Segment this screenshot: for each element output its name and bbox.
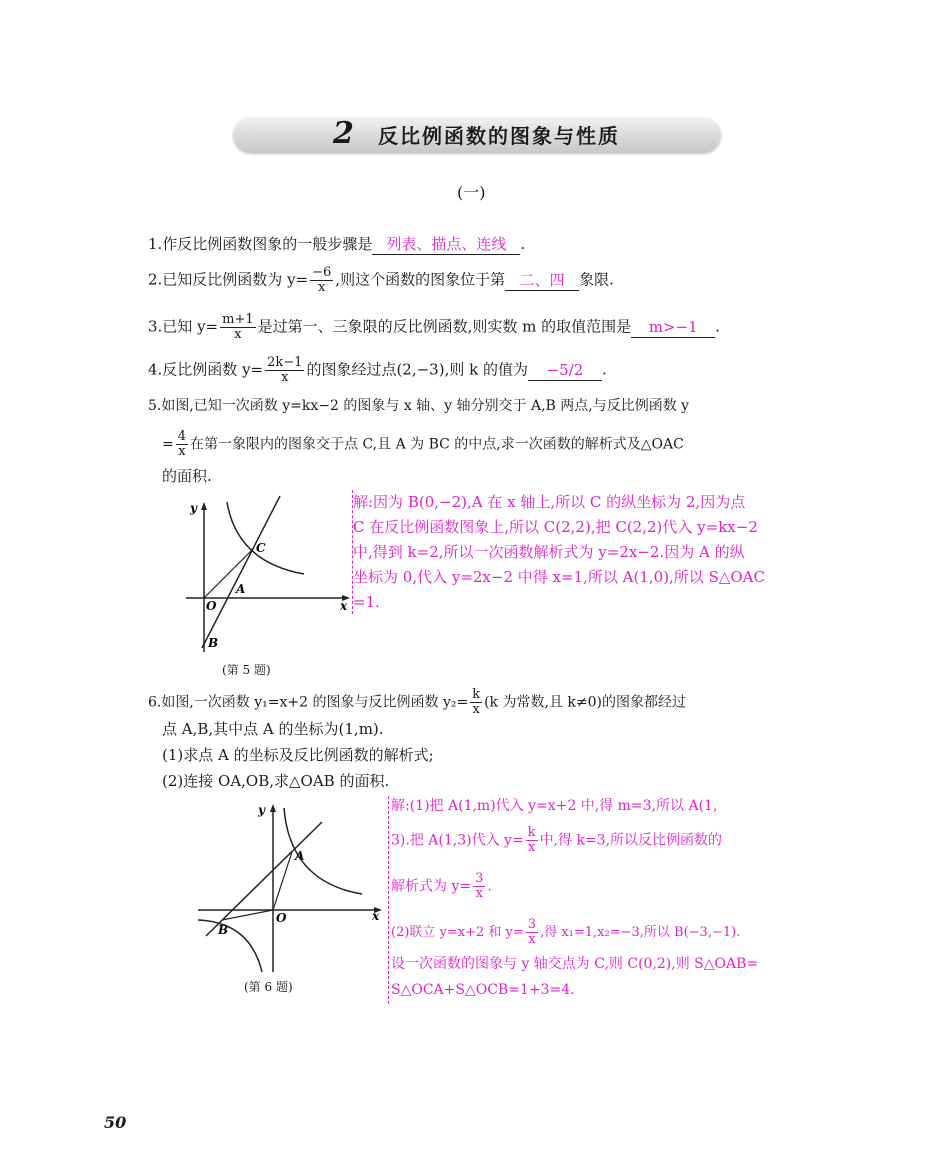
solution-line: 解:因为 B(0,−2),A 在 x 轴上,所以 C 的纵坐标为 2,因为点 <box>353 493 746 511</box>
answer-1: 列表、描点、连线 <box>372 234 520 255</box>
page-number: 50 <box>104 1113 127 1132</box>
origin-label: O <box>276 911 287 925</box>
origin-label: O <box>206 599 217 613</box>
question-5-figure <box>182 492 352 656</box>
x-label: x <box>372 909 380 923</box>
subsection-title: (一) <box>457 183 486 202</box>
segment-oc <box>204 548 254 598</box>
y-label: y <box>190 501 197 515</box>
solution-line: S△OCA+S△OCB=1+3=4. <box>391 982 575 998</box>
point-c-label: C <box>256 541 266 555</box>
figure-6-caption: (第 6 题) <box>244 980 293 994</box>
point-a-label: A <box>236 582 246 596</box>
question-3: 3.已知 y= $\frac{m+1}{x}$ 是过第一、三象限的反比例函数,则实数 m 的取值范围是 m>−1 . <box>148 312 720 342</box>
question-5-line-2: = $\frac{4}{x}$ 在第一象限内的图象交于点 C,且 A 为 BC 的中点,求一次函数的解析式及△OAC <box>162 429 684 459</box>
fraction: $\frac{k}{x}$ <box>472 687 481 717</box>
answer-4: −5/2 <box>528 360 602 381</box>
question-6-line-1: 6.如图,一次函数 y₁=x+2 的图象与反比例函数 y₂= $\frac{k}{x}$ (k 为常数,且 k≠0)的图象都经过 <box>148 687 686 717</box>
fraction: $\frac{m+1}{x}$ <box>222 312 254 342</box>
answer-2: 二、四 <box>505 270 579 291</box>
question-1: 1.作反比例函数图象的一般步骤是 列表、描点、连线 . <box>148 235 526 253</box>
question-6-line-4: (2)连接 OA,OB,求△OAB 的面积. <box>162 772 390 790</box>
x-label: x <box>340 599 348 613</box>
question-6-solution <box>388 796 821 1004</box>
fraction: $\frac{k}{x}$ <box>527 825 536 855</box>
section-title: 反比例函数的图象与性质 <box>378 124 620 148</box>
fraction: $\frac{2k-1}{x}$ <box>267 355 303 385</box>
question-5-line-3: 的面积. <box>162 467 212 485</box>
point-b-label: B <box>218 923 229 937</box>
figure-5-caption: (第 5 题) <box>222 663 271 677</box>
solution-line: (2)联立 y=x+2 和 y= $\frac{3}{x}$ ,得 x₁=1,x₂=−3,所以 B(−3,−1). <box>391 917 741 947</box>
fraction: $\frac{-6}{x}$ <box>312 265 332 295</box>
solution-line: 解析式为 y= $\frac{3}{x}$ . <box>391 871 492 901</box>
y-axis-arrow-icon <box>201 502 207 510</box>
y-axis-arrow-icon <box>270 804 276 812</box>
linear-function-line <box>202 496 280 648</box>
linear-function-line <box>206 822 322 936</box>
solution-line: C 在反比例函数图象上,所以 C(2,2),把 C(2,2)代入 y=kx−2 <box>353 518 758 536</box>
solution-line: 解:(1)把 A(1,m)代入 y=x+2 中,得 m=3,所以 A(1, <box>391 798 718 814</box>
question-4: 4.反比例函数 y= $\frac{2k-1}{x}$ 的图象经过点(2,−3),则 k 的值为 −5/2 . <box>148 355 607 385</box>
question-2: 2.已知反比例函数为 y= $\frac{-6}{x}$ ,则这个函数的图象位于第 二、四 象限. <box>148 265 614 295</box>
question-5-solution <box>352 490 815 614</box>
question-6-figure <box>194 796 390 974</box>
section-number: 2 <box>333 116 354 151</box>
fraction: $\frac{3}{x}$ <box>527 917 537 947</box>
hyperbola-branch-3 <box>198 920 262 972</box>
question-6-line-2: 点 A,B,其中点 A 的坐标为(1,m). <box>162 720 384 738</box>
question-5-line-1: 5.如图,已知一次函数 y=kx−2 的图象与 x 轴、y 轴分别交于 A,B 两点,与反比例函数 y <box>148 398 690 414</box>
y-label: y <box>258 803 265 817</box>
segment-ob <box>222 910 273 920</box>
fraction: $\frac{3}{x}$ <box>475 871 484 901</box>
solution-line: 3).把 A(1,3)代入 y= $\frac{k}{x}$ 中,得 k=3,所以反比例函数的 <box>391 825 723 855</box>
solution-line: 坐标为 0,代入 y=2x−2 中得 x=1,所以 A(1,0),所以 S△OAC <box>353 568 765 586</box>
fraction: $\frac{4}{x}$ <box>177 429 187 459</box>
solution-line: 中,得到 k=2,所以一次函数解析式为 y=2x−2.因为 A 的纵 <box>353 543 745 561</box>
answer-3: m>−1 <box>631 317 715 338</box>
point-b-label: B <box>208 636 219 650</box>
question-6-line-3: (1)求点 A 的坐标及反比例函数的解析式; <box>162 746 434 764</box>
point-a-label: A <box>295 849 305 863</box>
solution-line: =1. <box>353 593 380 611</box>
solution-line: 设一次函数的图象与 y 轴交点为 C,则 C(0,2),则 S△OAB= <box>391 956 759 972</box>
